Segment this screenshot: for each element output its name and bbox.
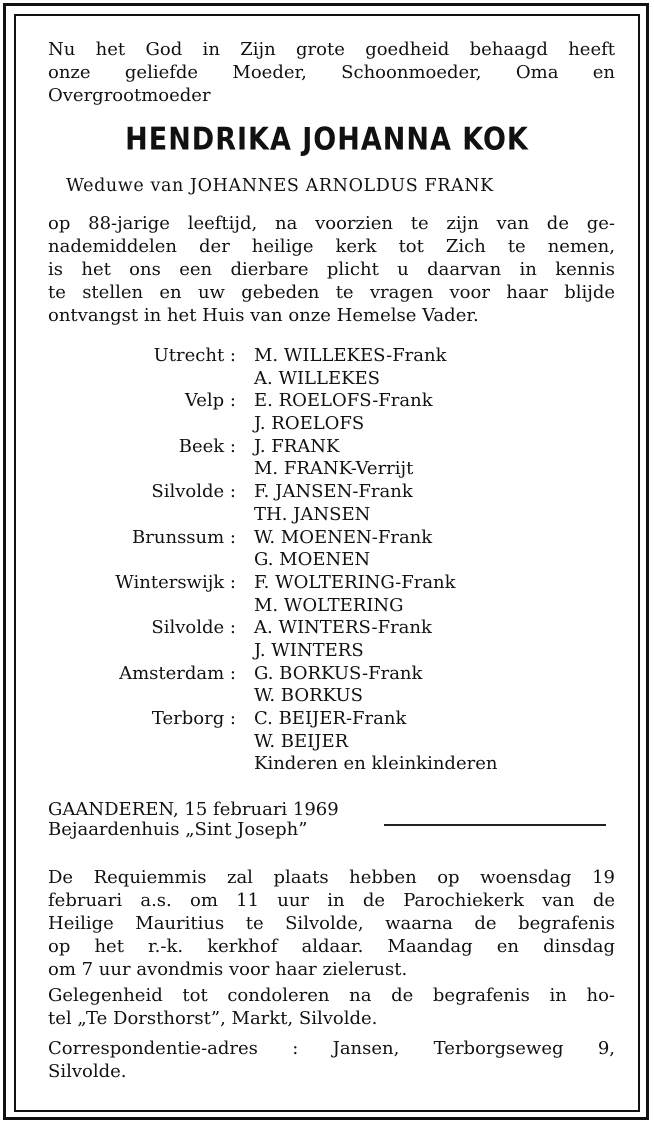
family-place: Silvolde : [151,617,236,639]
family-member: W. MOENEN-Frank [254,526,433,548]
family-place: Winterswijk : [115,571,236,593]
announcement-line: te stellen en uw gebeden te vragen voor haar blijde [48,282,615,303]
family-member: A. WINTERS-Frank [254,617,432,639]
intro-line: Nu het God in Zijn grote goedheid behaagd heeft [48,39,615,60]
family-row [40,753,600,776]
family-row [40,731,600,754]
announcement-line: op 88-jarige leeftijd, na voorzien te zijn van de ge- [48,213,615,234]
requiem-paragraph [48,866,615,981]
family-member: J. FRANK [254,435,340,457]
family-row [40,640,600,663]
family-row [40,390,600,413]
condolence-line: Gelegenheid tot condoleren na de begrafenis in ho- [48,985,615,1006]
family-place: Terborg : [151,708,236,729]
family-row [40,572,600,595]
family-place: Beek : [178,435,236,457]
requiem-line: Heilige Mauritius te Silvolde, waarna de begrafenis [48,913,615,934]
family-member: G. BORKUS-Frank [254,662,423,684]
location-date: GAANDEREN, 15 februari 1969 [48,799,339,820]
correspondence-line: Correspondentie-adres : Jansen, Terborgseweg 9, [48,1038,615,1059]
family-member: F. JANSEN-Frank [254,481,413,503]
family-place: Velp : [184,390,236,412]
family-row [40,345,600,368]
widow-line: Weduwe van JOHANNES ARNOLDUS FRANK [66,176,494,196]
intro-line: Overgrootmoeder [48,85,211,106]
family-place: Silvolde : [151,481,236,503]
family-member: F. WOLTERING-Frank [254,571,456,593]
intro-paragraph [48,38,615,107]
family-row [40,708,600,731]
family-row [40,595,600,618]
condolence-paragraph [48,984,615,1030]
deceased-name: HENDRIKA JOHANNA KOK [125,121,529,158]
family-row [40,617,600,640]
announcement-line: is het ons een dierbare plicht u daarvan in kennis [48,259,615,280]
family-member: Kinderen en kleinkinderen [254,753,498,775]
family-row [40,685,600,708]
correspondence-paragraph [48,1037,615,1083]
family-row [40,481,600,504]
family-member: E. ROELOFS-Frank [254,390,433,412]
family-member: TH. JANSEN [254,503,371,525]
family-member: G. MOENEN [254,549,371,571]
family-row [40,663,600,686]
family-place: Utrecht : [153,345,236,366]
family-row [40,458,600,481]
family-member: M. WILLEKES-Frank [254,345,447,366]
correspondence-line: Silvolde. [48,1061,127,1082]
announcement-line: ontvangst in het Huis van onze Hemelse Vader. [48,305,479,326]
requiem-line: februari a.s. om 11 uur in de Parochiekerk van de [48,890,615,911]
family-row [40,549,600,572]
family-place: Brunssum : [132,526,236,548]
family-member: A. WILLEKES [254,367,381,389]
family-row [40,436,600,459]
family-member: J. ROELOFS [254,413,365,435]
family-row [40,527,600,550]
family-list [40,345,600,776]
requiem-line: om 7 uur avondmis voor haar zielerust. [48,959,408,980]
family-row [40,368,600,391]
family-member: W. BORKUS [254,685,363,707]
family-member: J. WINTERS [254,639,364,661]
intro-line: onze geliefde Moeder, Schoonmoeder, Oma en [48,62,615,83]
family-member: W. BEIJER [254,730,349,752]
family-row [40,504,600,527]
family-member: M. FRANK-Verrijt [254,458,414,480]
divider-line [384,824,606,826]
condolence-line: tel „Te Dorsthorst”, Markt, Silvolde. [48,1008,378,1029]
family-row [40,413,600,436]
requiem-line: De Requiemmis zal plaats hebben op woensdag 19 [48,867,615,888]
requiem-line: op het r.-k. kerkhof aldaar. Maandag en dinsdag [48,936,615,957]
announcement-line: nademiddelen der heilige kerk tot Zich te nemen, [48,236,615,257]
family-member: M. WOLTERING [254,594,404,616]
family-member: C. BEIJER-Frank [254,708,407,729]
family-place: Amsterdam : [119,662,236,684]
announcement-paragraph [48,212,615,327]
residence: Bejaardenhuis „Sint Joseph” [48,819,308,840]
